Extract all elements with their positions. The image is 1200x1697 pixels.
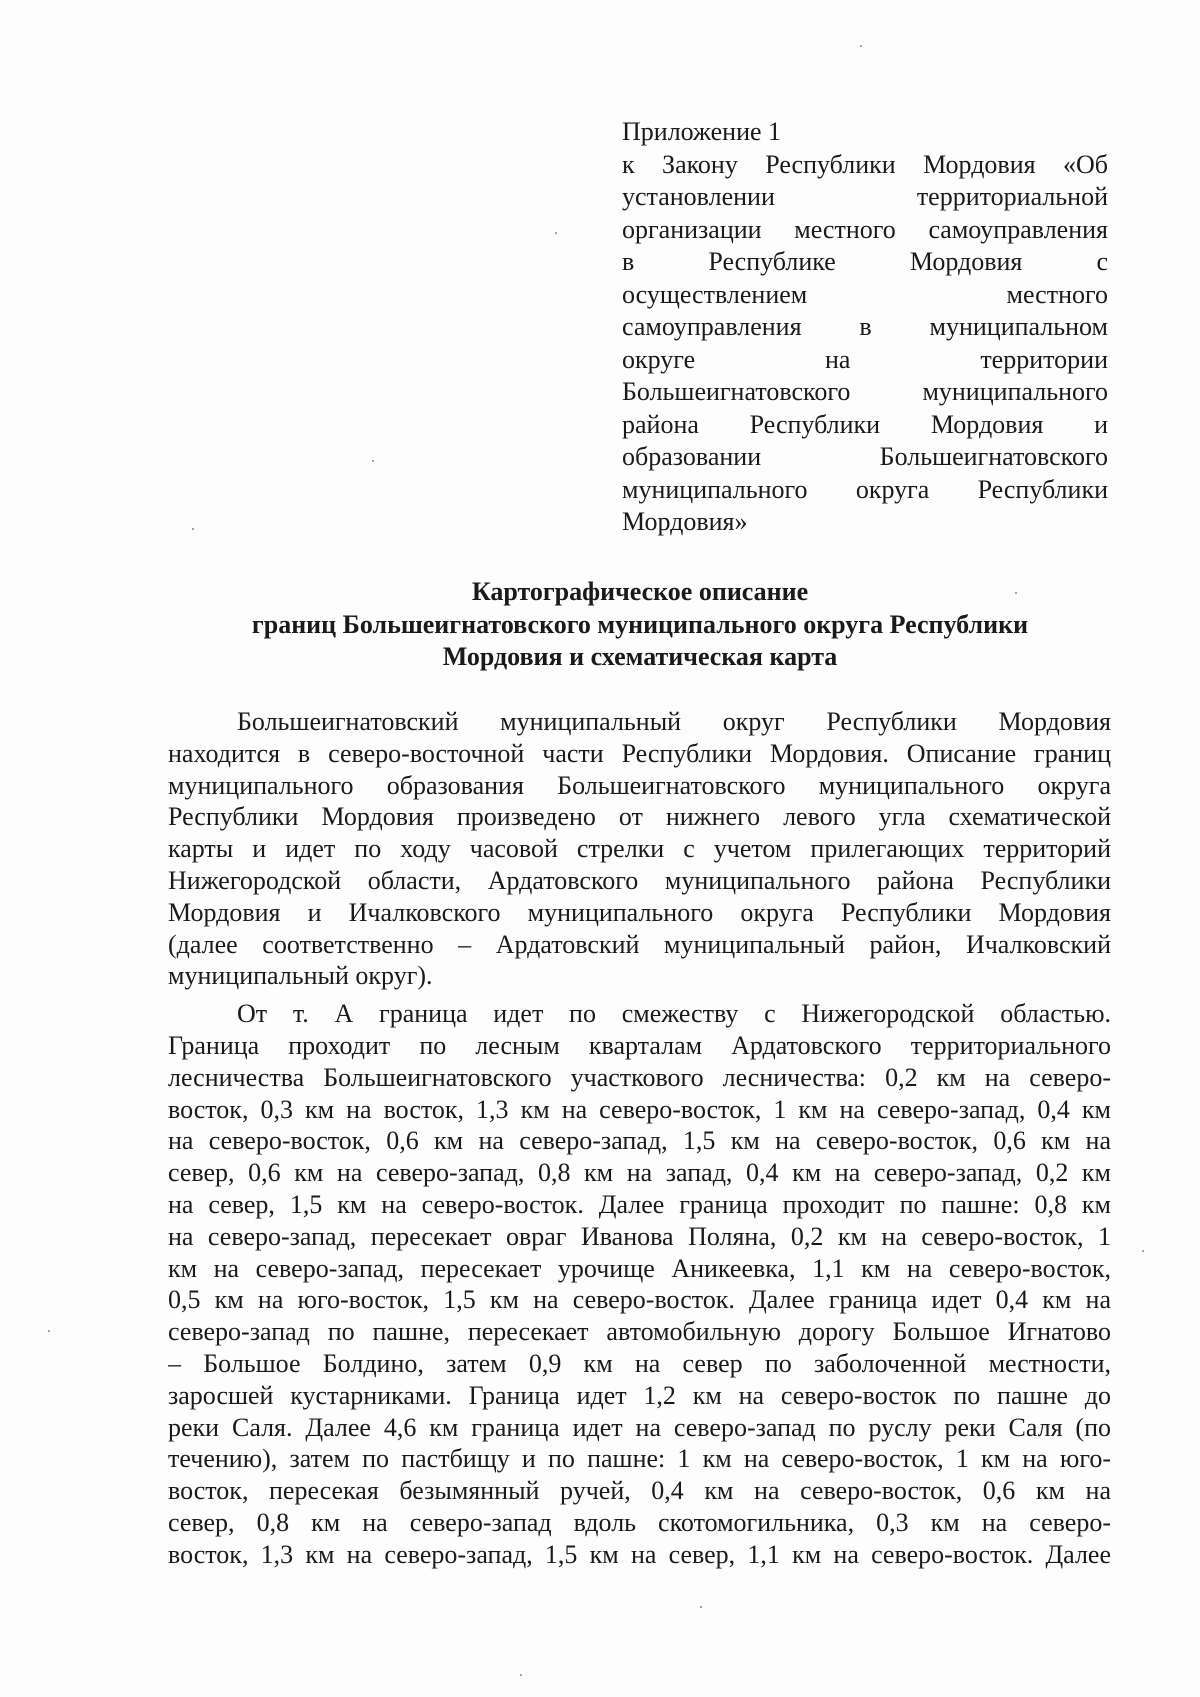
paragraph-line: Республики Мордовия произведено от нижнего левого угла схематической xyxy=(168,802,1111,832)
paragraph-line: Большеигнатовский муниципальный округ Республики Мордовия xyxy=(237,707,1111,736)
heading-line: границ Большеигнатовского муниципального округа Республики xyxy=(251,609,1029,639)
appendix-line: Большеигнатовского муниципального xyxy=(622,377,1108,406)
paragraph-line: карты и идет по ходу часовой стрелки с учетом прилегающих территорий xyxy=(168,834,1111,864)
paragraph-line: Нижегородской области, Ардатовского муниципального района Республики xyxy=(168,865,1111,895)
paragraph-line: (далее соответственно – Ардатовский муниципальный район, Ичалковский xyxy=(168,929,1111,959)
paragraph-line: север, 0,6 км на северо-запад, 0,8 км на запад, 0,4 км на северо-запад, 0,2 км xyxy=(168,1158,1111,1188)
paragraph-line: заросшей кустарниками. Граница идет 1,2 км на северо-восток по пашне до xyxy=(168,1380,1111,1410)
paragraph-line: муниципальный округ). xyxy=(168,961,433,991)
paragraph-line: – Большое Болдино, затем 0,9 км на север по заболоченной местности, xyxy=(168,1348,1111,1378)
appendix-line: в Республике Мордовия с xyxy=(622,247,1108,276)
paragraph xyxy=(168,706,1111,992)
appendix-line: Приложение 1 xyxy=(622,117,782,146)
appendix-line: Мордовия» xyxy=(622,507,748,536)
paragraph-line: север, 0,8 км на северо-запад вдоль скотомогильника, 0,3 км на северо- xyxy=(168,1507,1111,1537)
paragraph-line: 0,5 км на юго-восток, 1,5 км на северо-восток. Далее граница идет 0,4 км на xyxy=(168,1285,1111,1315)
paragraph-line: восток, 0,3 км на восток, 1,3 км на северо-восток, 1 км на северо-запад, 0,4 км xyxy=(168,1094,1111,1124)
scan-speck xyxy=(192,528,194,530)
appendix-line: к Закону Республики Мордовия «Об xyxy=(622,149,1108,179)
appendix-line: муниципального округа Республики xyxy=(622,474,1108,504)
paragraph-line: восток, пересекая безымянный ручей, 0,4 км на северо-восток, 0,6 км на xyxy=(168,1476,1111,1506)
appendix-line: образовании Большеигнатовского xyxy=(622,442,1108,471)
paragraph-line: Мордовия и Ичалковского муниципального округа Республики Мордовия xyxy=(168,897,1111,927)
appendix-line: района Республики Мордовия и xyxy=(622,409,1108,439)
appendix-line: осуществлением местного xyxy=(622,279,1108,309)
scan-speck xyxy=(1142,1250,1144,1252)
paragraph-line: км на северо-запад, пересекает урочище Аникеевка, 1,1 км на северо-восток, xyxy=(168,1253,1111,1283)
scan-speck xyxy=(555,232,557,234)
paragraph-line: на северо-запад, пересекает овраг Иванова Поляна, 0,2 км на северо-восток, 1 xyxy=(168,1221,1111,1251)
paragraph-line: муниципального образования Большеигнатовского муниципального округа xyxy=(168,770,1111,800)
appendix-line: самоуправления в муниципальном xyxy=(622,312,1108,341)
scan-speck xyxy=(48,1330,50,1332)
appendix-line: округе на территории xyxy=(622,344,1108,374)
paragraph-line: От т. А граница идет по смежеству с Нижегородской областью. xyxy=(237,999,1111,1029)
paragraph-line: восток, 1,3 км на северо-запад, 1,5 км на север, 1,1 км на северо-восток. Далее xyxy=(168,1539,1111,1569)
scan-speck xyxy=(860,45,862,47)
paragraph-line: лесничества Большеигнатовского участкового лесничества: 0,2 км на северо- xyxy=(168,1062,1111,1092)
document-body xyxy=(168,706,1111,1571)
heading-line: Мордовия и схематическая карта xyxy=(442,642,838,671)
appendix-line: организации местного самоуправления xyxy=(622,214,1108,244)
paragraph-line: северо-запад по пашне, пересекает автомобильную дорогу Большое Игнатово xyxy=(168,1317,1111,1347)
scan-speck xyxy=(372,460,374,462)
appendix-note xyxy=(622,116,1108,539)
paragraph-line: на север, 1,5 км на северо-восток. Далее граница проходит по пашне: 0,8 км xyxy=(168,1189,1111,1219)
paragraph xyxy=(168,998,1111,1570)
scan-speck xyxy=(1015,592,1017,594)
appendix-line: установлении территориальной xyxy=(622,182,1108,211)
paragraph-line: на северо-восток, 0,6 км на северо-запад, 1,5 км на северо-восток, 0,6 км на xyxy=(168,1126,1111,1156)
heading-line: Картографическое описание xyxy=(471,577,809,606)
paragraph-line: Граница проходит по лесным кварталам Ардатовского территориального xyxy=(168,1030,1111,1060)
document-heading xyxy=(160,576,1120,674)
scan-speck xyxy=(520,1674,522,1676)
scan-speck xyxy=(700,1606,702,1608)
paragraph-line: находится в северо-восточной части Республики Мордовия. Описание границ xyxy=(168,738,1111,768)
paragraph-line: течению), затем по пастбищу и по пашне: 1 км на северо-восток, 1 км на юго- xyxy=(168,1444,1111,1474)
paragraph-line: реки Саля. Далее 4,6 км граница идет на северо-запад по руслу реки Саля (по xyxy=(168,1412,1111,1442)
